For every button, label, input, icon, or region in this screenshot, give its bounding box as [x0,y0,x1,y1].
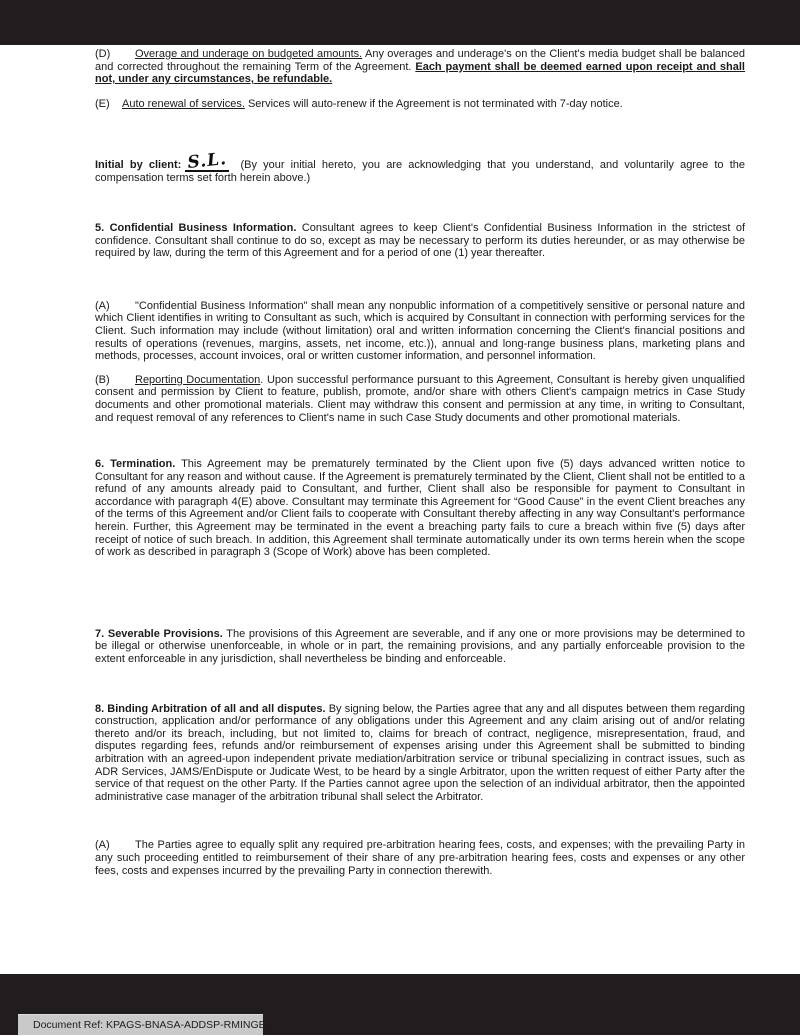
clause-8a-text: The Parties agree to equally split any required pre-arbitration hearing fees, costs, and expenses; with the prevailing Party in any such proceeding entitled to reimbursement of their share of any pre-arbitration hearing fees, costs and expenses or any other fees, costs and expenses incurred by the prevailing Party in connection therewith. [95,839,745,877]
clause-e-label: (E) [95,97,110,110]
clause-d-heading: Overage and underage on budgeted amounts. [135,48,363,60]
clause-d-label: (D) [95,48,111,60]
clause-5b-text: . Upon successful performance pursuant to this Agreement, Consultant is hereby given unqualified consent and permission by Client to feature, publish, promote, and/or share with others Client's campaign metrics in Case Study documents and other promotional materials. Client may withdraw this consent and permission at any time, in writing to Consultant, and request removal of any references to Client's name in such Case Study documents and other promotional materials. [95,373,745,424]
document-ref-text: Document Ref: KPAGS-BNASA-ADDSP-RMINGE [33,1019,266,1031]
section-8-text: By signing below, the Parties agree that any and all disputes between them regarding construction, application and/or performance of any obligations under this Agreement and any claim arising out of and/or relating thereto and/or its breach, including, but not limited to, claims for breach of contract, negligence, misrepresentation, fraud, and disputes regarding fees, refunds and/or reimbursement of expenses arising under this Agreement shall be submitted to binding arbitration with an agreed-upon independent private mediation/arbitration service or tribunal specializing in contract issues, such as ADR Services, JAMS/EnDispute or Judicate West, to be heard by a single Arbitrator, upon the written request of either Party after the service of that request on the other Party. If the Parties cannot agree upon the selection of an individual arbitrator, then the appointed administrative case manager of the arbitration tribunal shall select the Arbitrator. [95,702,745,803]
clause-5b-heading: Reporting Documentation [135,373,261,386]
contract-page-body [95,45,745,877]
section-7-heading: 7. Severable Provisions. [95,627,223,640]
clause-d [95,48,745,86]
clause-8a-label: (A) [95,839,110,852]
initial-by-client-note: (By your initial hereto, you are acknowledging that you understand, and voluntarily agree to the compensation terms set forth herein above.) [95,159,745,185]
section-5-heading: 5. Confidential Business Information. [95,221,297,234]
client-initials-signature: S.L. [186,149,228,174]
initial-by-client-block [95,149,745,185]
section-8-binding-arbitration [95,703,745,804]
initial-by-client-label: Initial by client: [95,159,182,172]
clause-d-text: Any overages and underage's on the Client's media budget shall be balanced and corrected throughout the remaining Term of the Agreement. [95,48,745,73]
section-5-confidential-business-information [95,222,745,260]
client-initials-field[interactable] [185,149,229,174]
section-7-severable-provisions [95,628,745,666]
section-6-heading: 6. Termination. [95,458,176,471]
clause-d-emphasis: Each payment shall be deemed earned upon receipt and shall not, under any circumstances, be refundable. [95,60,745,86]
clause-5b [95,374,745,424]
section-8-heading: 8. Binding Arbitration of all and all disputes. [95,702,326,715]
clause-5a-label: (A) [95,299,110,312]
clause-e [95,98,745,111]
clause-8a [95,839,745,877]
clause-e-text: Services will auto-renew if the Agreement is not terminated with 7-day notice. [247,97,623,110]
section-6-termination [95,458,745,559]
clause-5a-text: "Confidential Business Information" shall mean any nonpublic information of a competitively sensitive or personal nature and which Client identifies in writing to Consultant as such, which is acquired by Consultant in connection with performing services for the Client. Such information may include (without limitation) oral and written information concerning the Client's financial positions and results of operations (revenues, margins, assets, net income, etc.)), annual and long-range business plans, marketing plans and methods, processes, account invoices, oral or written customer information, and personnel information. [95,299,745,363]
section-5-text: Consultant agrees to keep Client's Confidential Business Information in the strictest of confidence. Consultant shall continue to do so, except as may be necessary to perform its duties hereunder, or as may otherwise be required by law, during the term of this Agreement and for a period of one (1) year thereafter. [95,221,746,260]
clause-5b-label: (B) [95,373,110,386]
section-6-text: This Agreement may be prematurely terminated by the Client upon five (5) days advanced written notice to Consultant for any reason and without cause. If the Agreement is prematurely terminated by the Client, Client shall not be entitled to a refund of any amounts already paid to Consultant, and further, Client shall also be responsible for payment to Consultant in accordance with paragraph 4(E) above. Consultant may terminate this Agreement for “Good Cause” in the event Client breaches any of the terms of this Agreement and/or Client fails to cooperate with Consultant thereby affecting in any way Consultant's performance herein. Further, this Agreement may be terminated in the event a breaching party fails to cure a breach within five (5) days after receipt of notice of such breach. In addition, this Agreement shall terminate automatically under its own terms herein when the scope of work as described in paragraph 3 (Scope of Work) above has been completed. [95,458,746,559]
clause-e-heading: Auto renewal of services. [122,97,245,110]
clause-5a [95,300,745,363]
section-7-text: The provisions of this Agreement are severable, and if any one or more provisions may be determined to be illegal or otherwise unenforceable, in whole or in part, the remaining provisions, and any partially enforceable provision to the extent enforceable in any jurisdiction, shall nevertheless be binding and enforceable. [95,627,745,666]
top-black-bar [0,0,800,45]
document-ref-box [18,1014,266,1035]
